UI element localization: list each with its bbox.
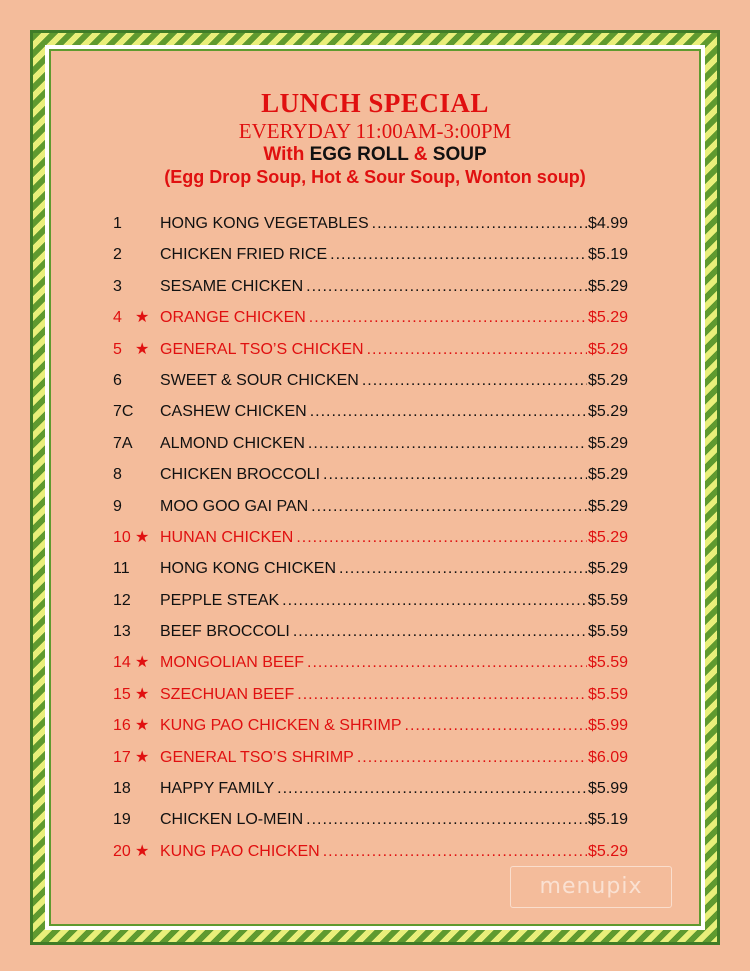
- leader-dots: [372, 212, 587, 236]
- menu-item: [113, 683, 628, 714]
- menu-item-line: [160, 432, 628, 456]
- leader-dots: [307, 651, 587, 675]
- menu-item-price: $5.29: [587, 497, 628, 515]
- menu-item-name: HAPPY FAMILY: [160, 780, 275, 798]
- with-label: With: [263, 144, 305, 165]
- menu-item-price: $5.59: [587, 654, 628, 672]
- menu-item: [113, 651, 628, 682]
- leader-dots: [362, 369, 587, 393]
- menu-item: [113, 275, 628, 306]
- menu-item: [113, 620, 628, 651]
- menu-item-line: [160, 369, 628, 393]
- star-icon: ★: [135, 748, 150, 766]
- leader-dots: [306, 275, 587, 299]
- ampersand-label: &: [413, 144, 428, 165]
- menu-item-name: PEPPLE STEAK: [160, 591, 280, 609]
- menu-item-name: MONGOLIAN BEEF: [160, 654, 305, 672]
- leader-dots: [323, 463, 587, 487]
- menu-item-number: 15: [113, 685, 131, 703]
- menu-item: [113, 212, 628, 243]
- leader-dots: [357, 746, 587, 770]
- menu-item-price: $5.29: [587, 340, 628, 358]
- menu-item-name: KUNG PAO CHICKEN: [160, 842, 320, 860]
- menu-item-number: 12: [113, 591, 131, 609]
- menu-item-name: SWEET & SOUR CHICKEN: [160, 371, 359, 389]
- menu-item-price: $5.29: [587, 560, 628, 578]
- menu-item: [113, 243, 628, 274]
- menu-item-number: 7C: [113, 403, 134, 421]
- menu-item-price: $5.29: [587, 403, 628, 421]
- menu-item-number: 6: [113, 371, 122, 389]
- menu-item-line: [160, 714, 628, 738]
- leader-dots: [339, 557, 587, 581]
- page-title: LUNCH SPECIAL: [261, 88, 489, 118]
- menu-item-number: 8: [113, 466, 122, 484]
- menu-item-name: CHICKEN LO-MEIN: [160, 811, 304, 829]
- soup-choices: (Egg Drop Soup, Hot & Sour Soup, Wonton soup): [164, 167, 586, 187]
- star-icon: ★: [135, 654, 150, 672]
- leader-dots: [330, 243, 587, 267]
- menu-item-price: $5.29: [587, 277, 628, 295]
- leader-dots: [308, 432, 587, 456]
- star-icon: ★: [135, 309, 150, 327]
- menu-item: [113, 369, 628, 400]
- menu-item-line: [160, 243, 628, 267]
- menu-item: [113, 777, 628, 808]
- menu-item-price: $4.99: [587, 215, 628, 232]
- menu-item-name: ALMOND CHICKEN: [160, 434, 305, 452]
- menu-item-name: GENERAL TSO’S CHICKEN: [160, 340, 364, 358]
- menu-item-number: 1: [113, 215, 122, 232]
- leader-dots: [296, 526, 587, 550]
- menu-item-line: [160, 306, 628, 330]
- menu-item-name: CHICKEN BROCCOLI: [160, 466, 321, 484]
- menu-item-line: [160, 495, 628, 519]
- menu-item-name: ORANGE CHICKEN: [160, 309, 306, 327]
- menu-item-number: 5: [113, 340, 122, 358]
- menu-item-name: HONG KONG VEGETABLES: [160, 215, 369, 232]
- menu-list: [113, 212, 628, 871]
- menu-item-name: HUNAN CHICKEN: [160, 528, 294, 546]
- menu-item-number: 9: [113, 497, 122, 515]
- lunch-hours: EVERYDAY 11:00AM-3:00PM: [238, 119, 512, 143]
- leader-dots: [282, 589, 587, 613]
- menu-item-number: 16: [113, 717, 131, 735]
- leader-dots: [310, 400, 587, 424]
- soup-label: SOUP: [432, 144, 487, 165]
- menu-item-number: 19: [113, 811, 131, 829]
- menu-item: [113, 495, 628, 526]
- menu-item-line: [160, 808, 628, 832]
- menu-item-line: [160, 557, 628, 581]
- menu-item-number: 18: [113, 780, 131, 798]
- menu-item-line: [160, 651, 628, 675]
- leader-dots: [323, 840, 587, 864]
- menu-item-number: 7A: [113, 434, 133, 452]
- menu-item-line: [160, 620, 628, 644]
- menu-item-line: [160, 683, 628, 707]
- leader-dots: [309, 306, 587, 330]
- menu-item: [113, 808, 628, 839]
- star-icon: ★: [135, 685, 150, 703]
- menu-item: [113, 526, 628, 557]
- menu-item: [113, 714, 628, 745]
- menu-item-price: $5.29: [587, 309, 628, 327]
- menu-item-name: BEEF BROCCOLI: [160, 623, 290, 641]
- menu-item-number: 13: [113, 623, 131, 641]
- menu-item-line: [160, 746, 628, 770]
- menu-item-name: GENERAL TSO’S SHRIMP: [160, 748, 354, 766]
- menu-item-line: [160, 463, 628, 487]
- menu-item-line: [160, 589, 628, 613]
- menu-item-price: $5.59: [587, 591, 628, 609]
- menu-item-price: $5.19: [587, 811, 628, 829]
- menu-item-number: 14: [113, 654, 131, 672]
- egg-roll-label: EGG ROLL: [309, 144, 409, 165]
- menu-item-name: SESAME CHICKEN: [160, 277, 304, 295]
- menu-item-number: 3: [113, 277, 122, 295]
- menu-item-price: $5.99: [587, 717, 628, 735]
- menu-item-price: $5.59: [587, 623, 628, 641]
- menu-item-line: [160, 212, 628, 236]
- menu-item: [113, 746, 628, 777]
- leader-dots: [405, 714, 587, 738]
- star-icon: ★: [135, 340, 150, 358]
- menu-item-name: CASHEW CHICKEN: [160, 403, 307, 421]
- leader-dots: [367, 338, 587, 362]
- menu-item-name: KUNG PAO CHICKEN & SHRIMP: [160, 717, 402, 735]
- menu-item-line: [160, 777, 628, 801]
- menu-item-number: 10: [113, 528, 131, 546]
- menu-item-number: 17: [113, 748, 131, 766]
- star-icon: ★: [135, 717, 150, 735]
- menu-item-price: $5.29: [587, 842, 628, 860]
- star-icon: ★: [135, 842, 150, 860]
- menu-item-line: [160, 400, 628, 424]
- menu-item-price: $5.29: [587, 528, 628, 546]
- menu-item: [113, 400, 628, 431]
- menu-item-line: [160, 275, 628, 299]
- menu-item-line: [160, 840, 628, 864]
- watermark-logo: menupix: [510, 866, 672, 908]
- menu-item-line: [160, 526, 628, 550]
- menu-item: [113, 557, 628, 588]
- menu-item-name: CHICKEN FRIED RICE: [160, 246, 328, 264]
- menu-item-price: $5.29: [587, 371, 628, 389]
- leader-dots: [277, 777, 587, 801]
- menu-item-name: HONG KONG CHICKEN: [160, 560, 337, 578]
- menu-item-number: 11: [113, 560, 130, 578]
- menu-item: [113, 589, 628, 620]
- menu-item-price: $5.59: [587, 685, 628, 703]
- menu-item-line: [160, 338, 628, 362]
- menu-item: [113, 338, 628, 369]
- menu-item-price: $5.99: [587, 780, 628, 798]
- menu-item-name: MOO GOO GAI PAN: [160, 497, 309, 515]
- leader-dots: [293, 620, 587, 644]
- menu-item-price: $6.09: [587, 748, 628, 766]
- menu-item-price: $5.29: [587, 434, 628, 452]
- menu-item-price: $5.19: [587, 246, 628, 264]
- menu-item: [113, 463, 628, 494]
- star-icon: ★: [135, 528, 150, 546]
- leader-dots: [297, 683, 587, 707]
- menu-item-name: SZECHUAN BEEF: [160, 685, 295, 703]
- menu-item: [113, 306, 628, 337]
- menu-item: [113, 432, 628, 463]
- menu-item-number: 4: [113, 309, 122, 327]
- leader-dots: [311, 495, 587, 519]
- includes-line: [0, 144, 750, 166]
- menu-item-number: 2: [113, 246, 122, 264]
- leader-dots: [306, 808, 587, 832]
- menu-item-number: 20: [113, 842, 131, 860]
- menu-item-price: $5.29: [587, 466, 628, 484]
